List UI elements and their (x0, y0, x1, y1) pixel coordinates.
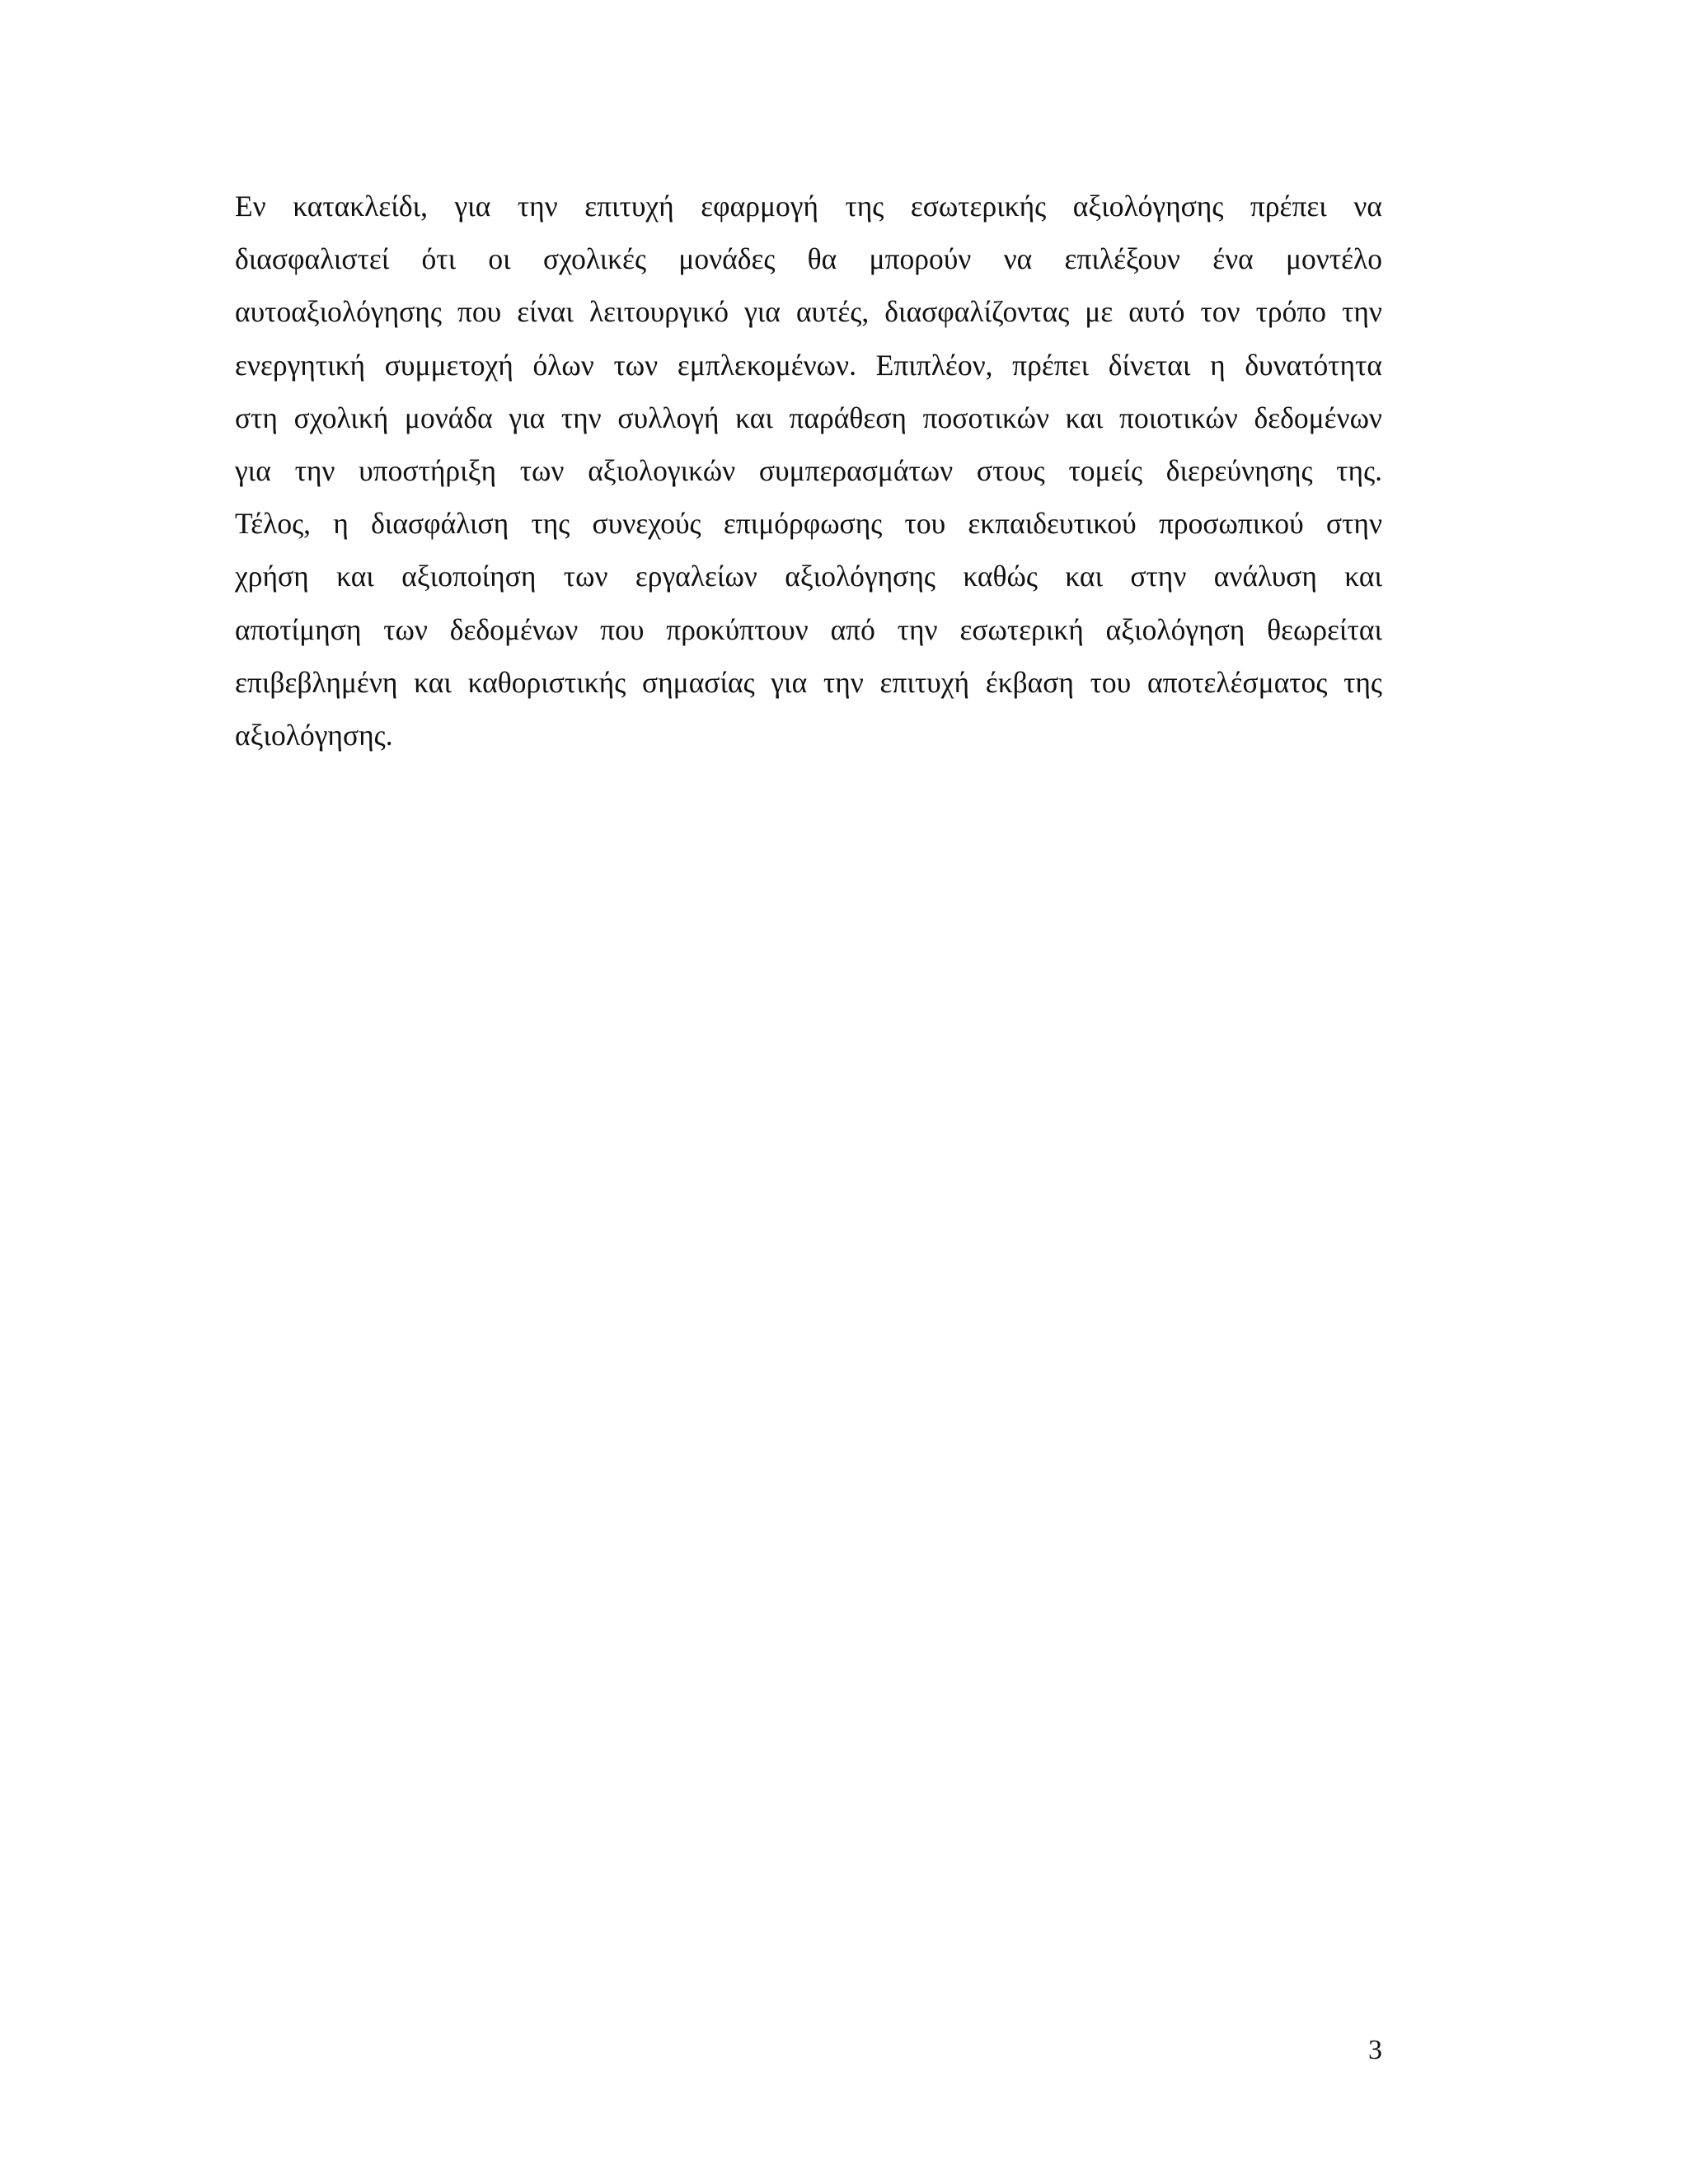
paragraph-line: για την υποστήριξη των αξιολογικών συμπερασμάτων στους τομείς διερεύνησης της. (235, 453, 1382, 487)
paragraph-line: επιβεβλημένη και καθοριστικής σημασίας για την επιτυχή έκβαση του αποτελέσματος της (235, 665, 1382, 699)
paragraph-line: χρήση και αξιοποίηση των εργαλείων αξιολόγησης καθώς και στην ανάλυση και (235, 560, 1382, 593)
page-number: 3 (1368, 2035, 1382, 2065)
paragraph-line: αξιολόγησης. (235, 718, 393, 752)
paragraph-line: Τέλος, η διασφάλιση της συνεχούς επιμόρφωσης του εκπαιδευτικού προσωπικού στην (235, 507, 1382, 541)
body-paragraph (235, 180, 1382, 762)
paragraph-line: Εν κατακλείδι, για την επιτυχή εφαρμογή της εσωτερικής αξιολόγησης πρέπει να (235, 190, 1382, 223)
paragraph-line: διασφαλιστεί ότι οι σχολικές μονάδες θα μπορούν να επιλέξουν ένα μοντέλο (235, 242, 1382, 276)
paragraph-line: αποτίμηση των δεδομένων που προκύπτουν από την εσωτερική αξιολόγηση θεωρείται (235, 612, 1382, 646)
paragraph-line: αυτοαξιολόγησης που είναι λειτουργικό για αυτές, διασφαλίζοντας με αυτό τον τρόπο την (235, 295, 1382, 329)
paragraph-line: ενεργητική συμμετοχή όλων των εμπλεκομένων. Επιπλέον, πρέπει δίνεται η δυνατότητα (235, 348, 1382, 382)
paragraph-line: στη σχολική μονάδα για την συλλογή και παράθεση ποσοτικών και ποιοτικών δεδομένων (235, 401, 1382, 434)
